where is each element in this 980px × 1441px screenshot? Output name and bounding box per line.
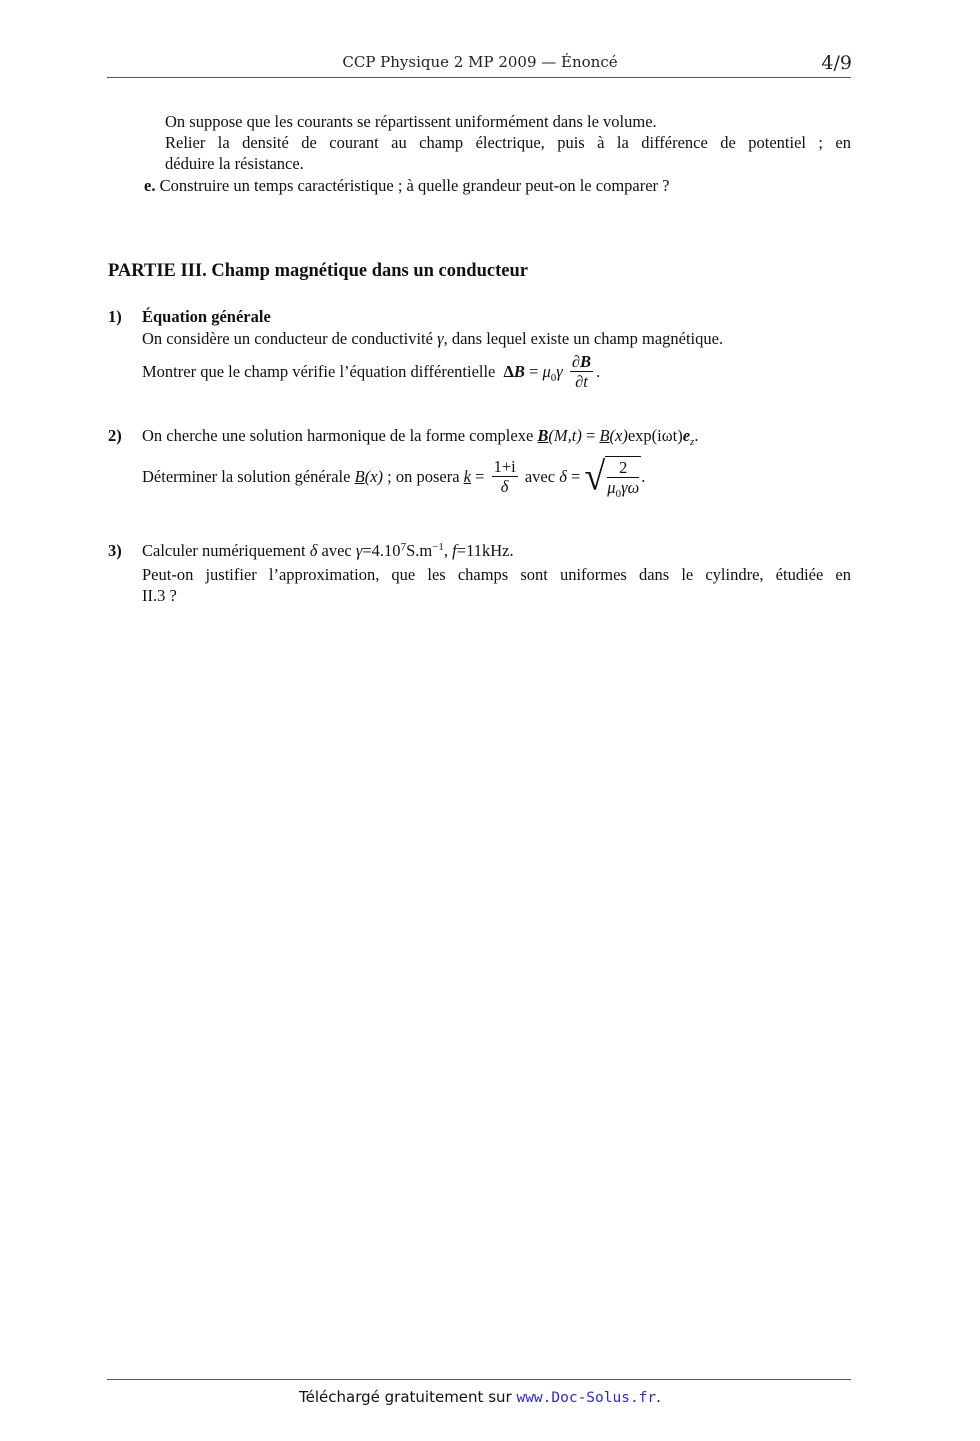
eq-gamma: γ — [556, 362, 563, 381]
sqrt-mu: μ — [607, 478, 616, 497]
question-2-line-1 — [142, 425, 698, 446]
q2-text-b: Déterminer la solution générale — [142, 467, 351, 486]
question-1-title: Équation générale — [142, 307, 271, 326]
item-e-text: Construire un temps caractéristique ; à quelle grandeur peut-on le comparer ? — [159, 176, 670, 195]
item-e — [144, 175, 670, 196]
q2-avec: avec — [524, 467, 556, 486]
q2-Bx-B: B — [354, 467, 365, 486]
question-1-line-1 — [142, 328, 723, 349]
q2-text-a: On cherche une solution harmonique de la forme complexe — [142, 426, 534, 445]
eq-lhs: B — [513, 362, 525, 381]
q1-text-a: On considère un conducteur de conductivité — [142, 329, 433, 348]
sqrt-gamma-omega: γω — [621, 478, 640, 497]
q3-avec: avec — [321, 541, 352, 560]
q3-delta: δ — [309, 541, 318, 560]
eq-denominator: ∂t — [575, 372, 588, 391]
question-3-number: 3) — [108, 541, 122, 560]
footer-text: Téléchargé gratuitement sur — [299, 1388, 512, 1406]
k-equals: = — [475, 467, 485, 486]
intro-line-1: On suppose que les courants se répartissent uniformément dans le volume. — [165, 112, 657, 131]
eq-mu-sub: 0 — [550, 372, 557, 384]
sqrt-mu-sub: 0 — [615, 488, 622, 500]
q2-Bx-x: (x) — [364, 467, 384, 486]
eq-equals: = — [529, 362, 539, 381]
footer-end: . — [656, 1388, 661, 1406]
q3-f: f — [452, 541, 457, 560]
q3-gamma-value: =4.10 — [362, 541, 401, 560]
q3-sep: , — [443, 541, 449, 560]
q3-gamma: γ — [355, 541, 363, 560]
delta-sqrt — [584, 454, 641, 500]
q3-gamma-unit-exp: −1 — [432, 541, 444, 553]
question-2-number: 2) — [108, 426, 122, 445]
footer — [0, 1388, 960, 1406]
q1-text-b: , dans lequel existe un champ magnétique. — [443, 329, 724, 348]
eq1-end: . — [694, 426, 699, 445]
equation-diffusion: $\Delta B = \mu_0\gamma$ — [503, 362, 563, 384]
section-title: PARTIE III. Champ magnétique dans un conducteur — [108, 261, 528, 281]
page-number: 4/9 — [821, 52, 852, 74]
eq-mu: μ — [542, 362, 551, 381]
q1-gamma-symbol: γ — [437, 329, 444, 348]
eq1-z: z — [690, 436, 695, 448]
eq1-B: B — [537, 426, 549, 445]
question-1-line-2 — [142, 352, 600, 391]
eq1-x: (x) — [609, 426, 628, 445]
question-3-line-1 — [142, 540, 514, 561]
q2-text-c: ; on posera — [387, 467, 460, 486]
eq-fraction — [570, 352, 593, 391]
q2-end: . — [641, 467, 646, 486]
k-numerator: 1+i — [493, 457, 516, 476]
q3-text-a: Calculer numériquement — [142, 541, 306, 560]
eq1-exp: exp(iωt) — [627, 426, 683, 445]
q1-text-c: Montrer que le champ vérifie l’équation différentielle — [142, 362, 496, 381]
question-3-line-3: II.3 ? — [142, 586, 177, 605]
eq1-Bx: B — [599, 426, 610, 445]
q3-gamma-unit: S.m — [406, 541, 433, 560]
eq-end: . — [596, 362, 601, 381]
question-1-number: 1) — [108, 307, 122, 326]
eq1-args: (M,t) — [548, 426, 582, 445]
sqrt-radical-icon: √ — [584, 454, 606, 499]
q3-gamma-exp: 7 — [400, 541, 407, 553]
footer-rule — [107, 1379, 851, 1380]
q3-f-value: =11kHz — [456, 541, 510, 560]
intro-line-3: déduire la résistance. — [165, 154, 304, 173]
intro-line-2: Relier la densité de courant au champ électrique, puis à la différence de potentiel ; en — [165, 133, 851, 152]
header-rule — [107, 77, 851, 78]
k-denominator: δ — [500, 477, 509, 496]
question-2-line-2 — [142, 454, 646, 500]
sqrt-fraction — [607, 458, 640, 500]
k-symbol: k — [463, 467, 471, 486]
delta-symbol: δ — [559, 467, 567, 486]
eq1-equals: = — [586, 426, 596, 445]
question-3-line-2: Peut-on justifier l’approximation, que les champs sont uniformes dans le cylindre, étudiée en — [142, 565, 851, 584]
sqrt-denominator — [607, 478, 640, 500]
running-header-title: CCP Physique 2 MP 2009 — Énoncé — [342, 53, 618, 71]
delta-equals: = — [570, 467, 581, 486]
k-fraction — [492, 457, 518, 496]
eq1-e: e — [682, 426, 691, 445]
footer-link[interactable]: www.Doc-Solus.fr — [516, 1390, 657, 1406]
eq-numerator: ∂B — [571, 352, 592, 371]
q3-end: . — [509, 541, 514, 560]
sqrt-numerator: 2 — [607, 458, 639, 478]
item-e-label: e. — [144, 176, 156, 195]
